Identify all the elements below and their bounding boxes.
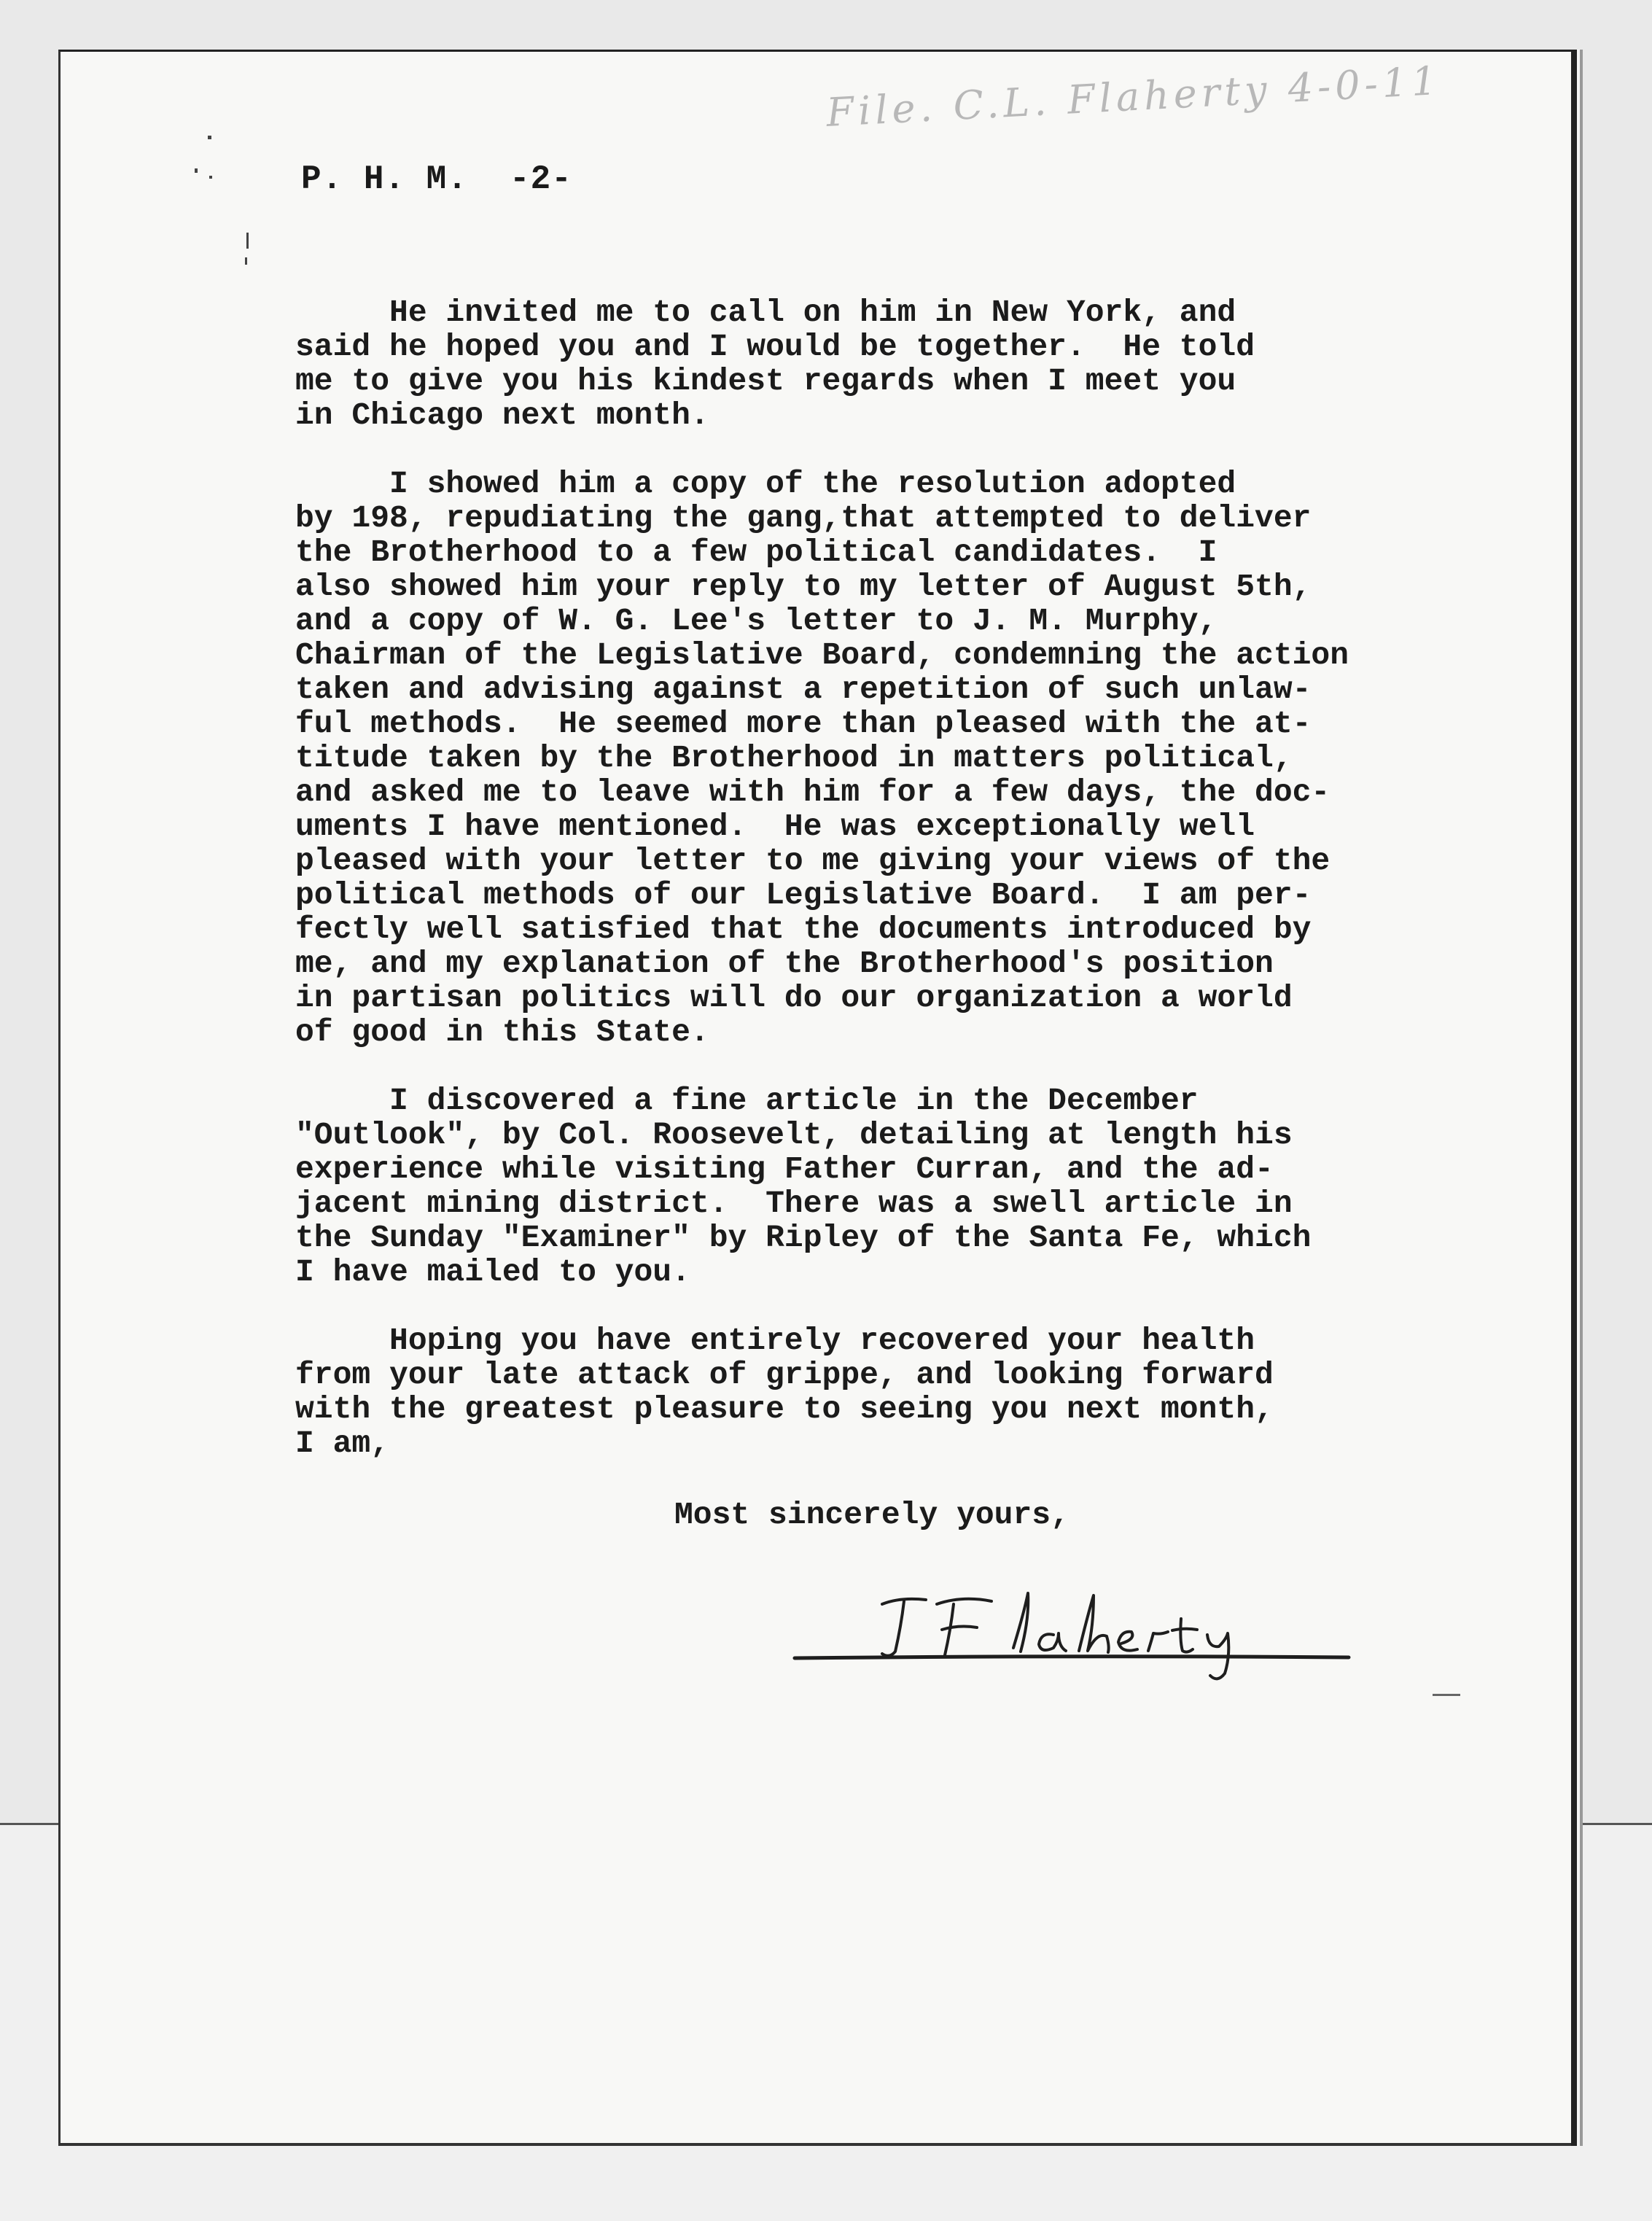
paragraph (295, 1084, 1476, 1289)
text-line: me, and my explanation of the Brotherhood's position (295, 946, 1274, 981)
margin-mark (208, 136, 211, 139)
text-line: said he hoped you and I would be together. He told (295, 329, 1255, 365)
closing-salutation: Most sincerely yours, (674, 1497, 1069, 1533)
text-line: pleased with your letter to me giving your views of the (295, 843, 1330, 879)
paragraph (295, 467, 1476, 1049)
text-line: from your late attack of grippe, and looking forward (295, 1357, 1274, 1393)
text-line: of good in this State. (295, 1014, 709, 1050)
text-line: experience while visiting Father Curran, and the ad- (295, 1151, 1274, 1187)
text-line: jacent mining district. There was a swell article in (295, 1186, 1293, 1221)
paragraph (295, 1323, 1476, 1460)
margin-mark (195, 168, 198, 173)
margin-mark (245, 257, 247, 265)
text-line: I showed him a copy of the resolution adopted (295, 466, 1236, 502)
text-line: and a copy of W. G. Lee's letter to J. M. Murphy, (295, 603, 1217, 639)
stray-mark (1433, 1694, 1460, 1696)
text-line: He invited me to call on him in New York, and (295, 295, 1236, 330)
text-line: fectly well satisfied that the documents introduced by (295, 911, 1312, 947)
text-line: in partisan politics will do our organization a world (295, 980, 1293, 1016)
handwritten-signature (773, 1575, 1371, 1684)
text-line: me to give you his kindest regards when I meet you (295, 363, 1236, 399)
text-line: taken and advising against a repetition of such unlaw- (295, 672, 1312, 707)
text-line: in Chicago next month. (295, 397, 709, 433)
signature-text: T F Flaherty (773, 1575, 779, 1576)
paragraph (295, 295, 1476, 432)
text-line: with the greatest pleasure to seeing you next month, (295, 1391, 1274, 1427)
text-line: I am, (295, 1425, 390, 1461)
text-line: by 198, repudiating the gang,that attempted to deliver (295, 500, 1312, 536)
text-line: and asked me to leave with him for a few days, the doc- (295, 774, 1330, 810)
text-line: the Brotherhood to a few political candidates. I (295, 534, 1217, 570)
text-line: the Sunday "Examiner" by Ripley of the Santa Fe, which (295, 1220, 1312, 1256)
page-header: P. H. M. -2- (301, 160, 572, 198)
signature-drawing (773, 1575, 1371, 1684)
text-line: "Outlook", by Col. Roosevelt, detailing at length his (295, 1117, 1293, 1153)
letter-body (295, 295, 1476, 1495)
margin-mark (209, 176, 212, 179)
margin-mark (246, 233, 249, 249)
text-line: ful methods. He seemed more than pleased with the at- (295, 706, 1312, 742)
text-line: Hoping you have entirely recovered your health (295, 1323, 1255, 1358)
text-line: Chairman of the Legislative Board, condemning the action (295, 637, 1349, 673)
text-line: I discovered a fine article in the December (295, 1083, 1199, 1119)
pencil-annotation: File. C.L. Flaherty 4-0-11 (825, 57, 1442, 136)
text-line: also showed him your reply to my letter of August 5th, (295, 569, 1312, 604)
text-line: uments I have mentioned. He was exceptionally well (295, 809, 1255, 844)
text-line: titude taken by the Brotherhood in matters political, (295, 740, 1293, 776)
text-line: political methods of our Legislative Board. I am per- (295, 877, 1312, 913)
text-line: I have mailed to you. (295, 1254, 690, 1290)
